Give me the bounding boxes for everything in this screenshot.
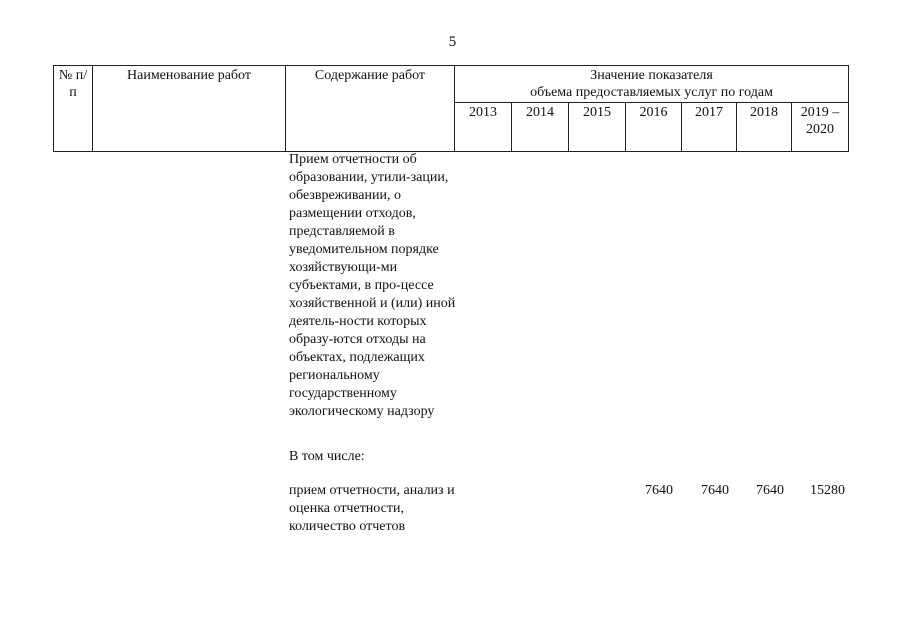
page-number: 5	[448, 34, 457, 50]
header-year-2017: 2017	[682, 102, 737, 151]
header-indicator	[455, 66, 849, 103]
header-number: № п/п	[54, 66, 93, 152]
table-header	[53, 65, 849, 152]
row-main-content: Прием отчетности об образовании, утили-зации, обезвреживании, о размещении отходов, представляемой в уведомительном порядке хозяйствующи-ми субъектами, в про-цессе хозяйственной и (или) иной деятель-ности которых образу-ются отходы на объектах, подлежащих региональному государственному экологическому надзору	[289, 152, 456, 419]
header-name: Наименование работ	[93, 66, 286, 152]
header-year-2019-2020: 2019 – 2020	[792, 102, 849, 151]
value-2018: 7640	[756, 483, 784, 498]
value-2017: 7640	[701, 483, 729, 498]
value-2019-2020: 15280	[810, 483, 845, 498]
header-content: Содержание работ	[286, 66, 455, 152]
header-year-2016: 2016	[626, 102, 682, 151]
header-year-2013: 2013	[455, 102, 512, 151]
header-indicator-line2: объема предоставляемых услуг по годам	[530, 85, 773, 100]
row-subheading: В том числе:	[289, 449, 365, 464]
header-indicator-line1: Значение показателя	[590, 68, 713, 83]
header-year-2015: 2015	[569, 102, 626, 151]
header-year-2014: 2014	[512, 102, 569, 151]
header-year-2018: 2018	[737, 102, 792, 151]
value-2016: 7640	[645, 483, 673, 498]
row-item-content: прием отчетности, анализ и оценка отчетности, количество отчетов	[289, 483, 455, 534]
